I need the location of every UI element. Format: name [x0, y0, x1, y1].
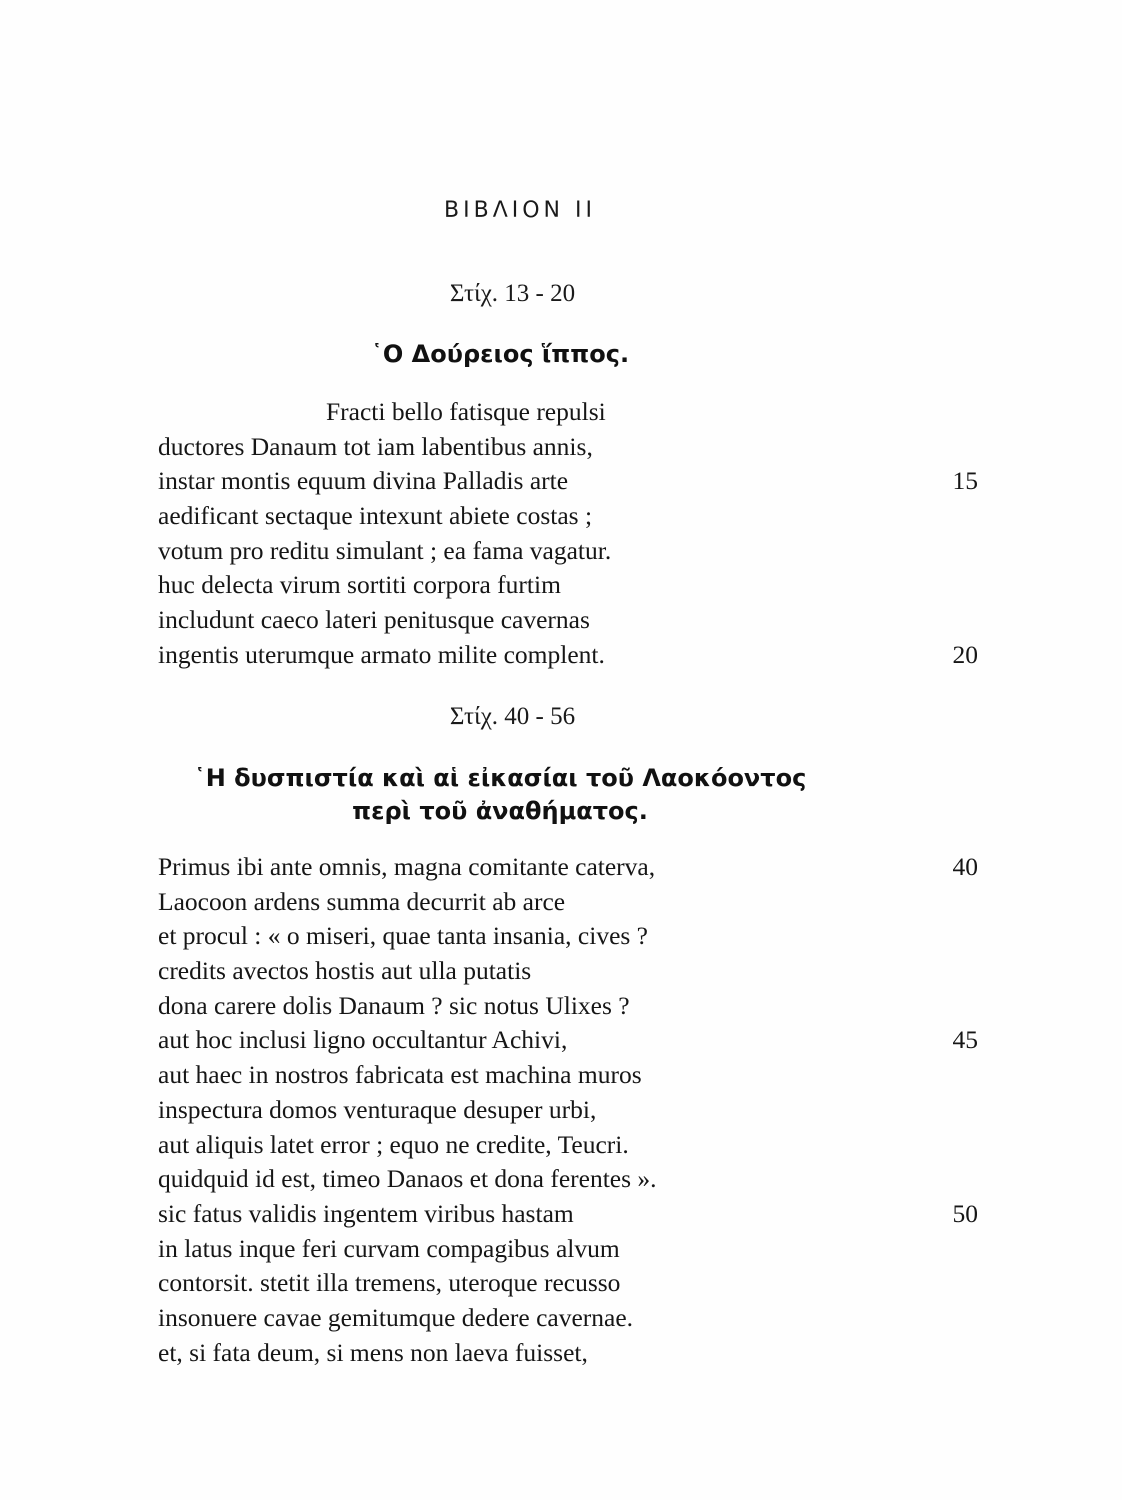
verse-range-2: Στίχ. 40 - 56: [449, 703, 576, 730]
line-number: 50: [952, 1198, 978, 1228]
verse-text: aut hoc inclusi ligno occultantur Achivi,: [158, 1025, 568, 1055]
section-heading-1: ῾Ο Δούρειος ἵππος.: [370, 340, 630, 368]
verse-line: [158, 1128, 978, 1163]
verse-text: et procul : « o miseri, quae tanta insania, cives ?: [158, 921, 649, 951]
verse-text: huc delecta virum sortiti corpora furtim: [158, 570, 561, 600]
verse-line: [158, 430, 978, 465]
line-number: 15: [952, 466, 978, 496]
verse-text: Laocoon ardens summa decurrit ab arce: [158, 886, 566, 916]
verse-line: [158, 954, 978, 989]
verse-text: sic fatus validis ingentem viribus hastam: [158, 1198, 574, 1228]
verse-line: [158, 1093, 978, 1128]
verse-text: contorsit. stetit illa tremens, uteroque recusso: [158, 1268, 621, 1298]
verse-line: [158, 1058, 978, 1093]
verse-line: [158, 638, 978, 673]
verse-text: instar montis equum divina Palladis arte: [158, 466, 569, 496]
running-head: ΒΙΒΛΙΟΝ ΙΙ: [444, 198, 596, 223]
verse-text: inspectura domos venturaque desuper urbi,: [158, 1094, 597, 1124]
verse-text: et, si fata deum, si mens non laeva fuisset,: [158, 1337, 588, 1367]
verse-block-2: [158, 850, 978, 1370]
verse-range-1: Στίχ. 13 - 20: [449, 280, 576, 307]
verse-line: [158, 1023, 978, 1058]
section-heading-2-line-2: περὶ τοῦ ἀναθήματος.: [352, 797, 648, 825]
line-number: 40: [952, 852, 978, 881]
verse-line: [158, 1232, 978, 1267]
verse-text: Primus ibi ante omnis, magna comitante caterva,: [158, 852, 656, 881]
verse-line: [158, 989, 978, 1024]
verse-text: votum pro reditu simulant ; ea fama vagatur.: [158, 535, 612, 565]
verse-text: credits avectos hostis aut ulla putatis: [158, 956, 532, 986]
verse-text: quidquid id est, timeo Danaos et dona ferentes ».: [158, 1164, 657, 1194]
verse-text: insonuere cavae gemitumque dedere cavernae.: [158, 1302, 634, 1332]
verse-block-1: [158, 395, 978, 673]
verse-text: aut haec in nostros fabricata est machina muros: [158, 1060, 642, 1090]
verse-line: [158, 1266, 978, 1301]
verse-text: in latus inque feri curvam compagibus alvum: [158, 1233, 620, 1263]
verse-line: [158, 1197, 978, 1232]
verse-text: Fracti bello fatisque repulsi: [326, 397, 606, 426]
verse-line: [158, 850, 978, 885]
verse-line: [158, 885, 978, 920]
verse-line: [158, 919, 978, 954]
line-number: 20: [952, 639, 978, 669]
verse-text: ductores Danaum tot iam labentibus annis,: [158, 431, 593, 461]
verse-text: aut aliquis latet error ; equo ne credite, Teucri.: [158, 1129, 629, 1159]
verse-text: includunt caeco lateri penitusque cavernas: [158, 605, 590, 635]
verse-line: [158, 1301, 978, 1336]
verse-text: aedificant sectaque intexunt abiete costas ;: [158, 501, 593, 531]
verse-line: [158, 1162, 978, 1197]
verse-line: [158, 395, 978, 430]
verse-line: [158, 534, 978, 569]
verse-line: [158, 464, 978, 499]
verse-line: [158, 603, 978, 638]
verse-line: [158, 1336, 978, 1371]
verse-text: dona carere dolis Danaum ? sic notus Ulixes ?: [158, 990, 630, 1020]
verse-line: [158, 568, 978, 603]
verse-text: ingentis uterumque armato milite complent.: [158, 639, 605, 669]
verse-line: [158, 499, 978, 534]
section-heading-2-line-1: ῾Η δυσπιστία καὶ αἱ εἰκασίαι τοῦ Λαοκόοντος: [193, 764, 807, 792]
line-number: 45: [952, 1025, 978, 1055]
